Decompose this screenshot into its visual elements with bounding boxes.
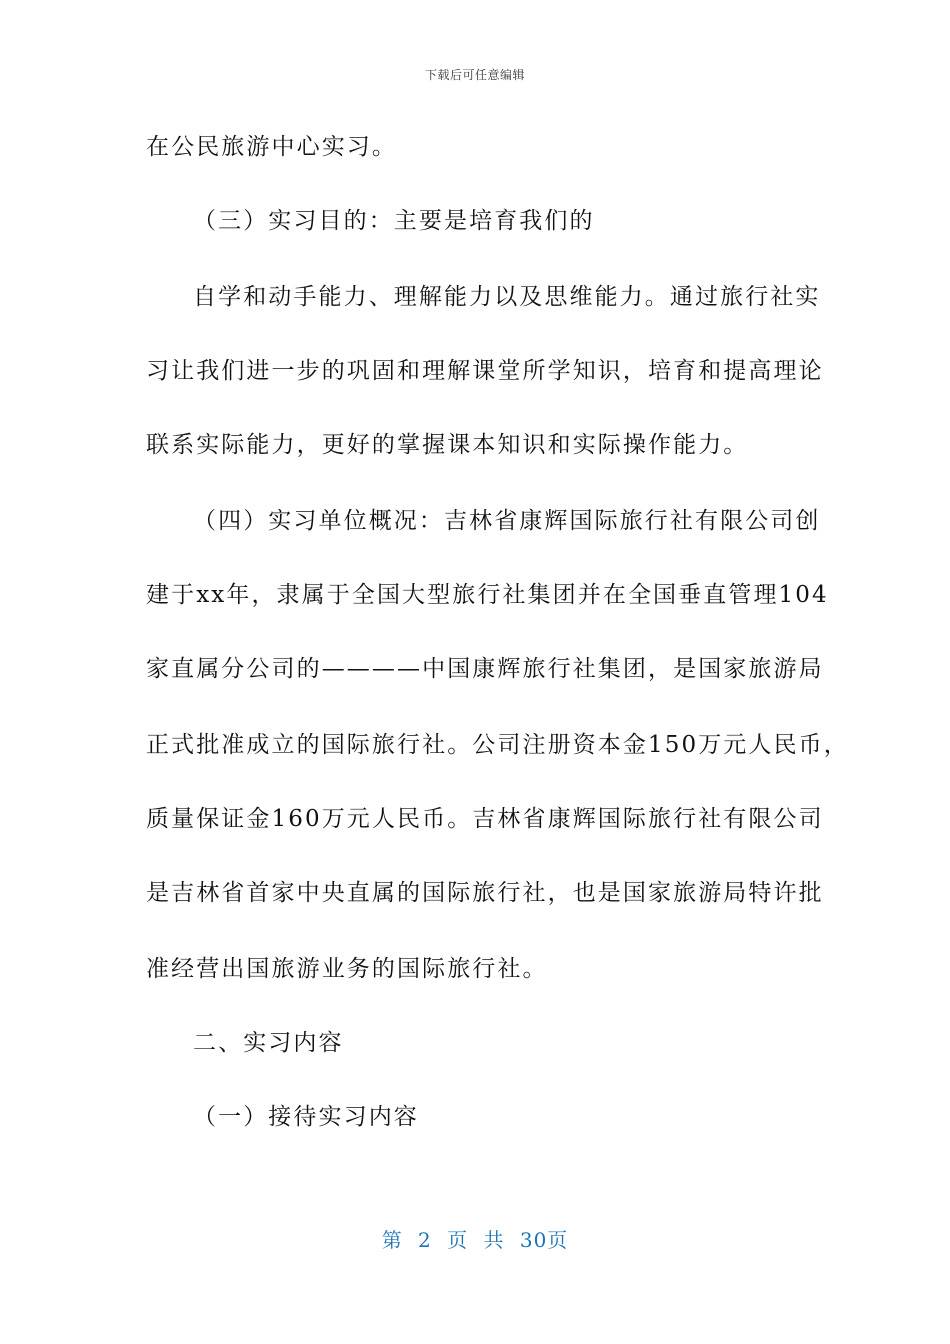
footer-current-page: 2	[418, 1228, 432, 1252]
paragraph-line: 是吉林省首家中央直属的国际旅行社，也是国家旅游局特许批	[146, 880, 824, 906]
footer-total-prefix: 共	[483, 1228, 505, 1252]
page-number-footer	[0, 1224, 950, 1253]
footer-total-pages: 30页	[519, 1228, 569, 1252]
paragraph-line: 建于xx年，隶属于全国大型旅行社集团并在全国垂直管理104	[146, 582, 829, 608]
paragraph-line: 正式批准成立的国际旅行社。公司注册资本金150万元人民币，	[146, 732, 849, 758]
paragraph-line: 家直属分公司的————中国康辉旅行社集团，是国家旅游局	[146, 656, 824, 682]
footer-page-unit: 页	[447, 1228, 469, 1252]
paragraph-line: 自学和动手能力、理解能力以及思维能力。通过旅行社实	[193, 284, 821, 310]
paragraph-line: 在公民旅游中心实习。	[146, 134, 397, 160]
paragraph-line: 质量保证金160万元人民币。吉林省康辉国际旅行社有限公司	[146, 806, 824, 832]
subsection-heading-reception: （一）接待实习内容	[193, 1104, 419, 1130]
paragraph-line: 习让我们进一步的巩固和理解课堂所学知识，培育和提高理论	[146, 358, 824, 384]
paragraph-line: 准经营出国旅游业务的国际旅行社。	[146, 956, 548, 982]
section-heading-content: 二、实习内容	[193, 1030, 344, 1056]
section-heading-company: （四）实习单位概况：吉林省康辉国际旅行社有限公司创	[193, 508, 821, 534]
page-header-note: 下载后可任意编辑	[424, 68, 525, 82]
paragraph-line: 联系实际能力，更好的掌握课本知识和实际操作能力。	[146, 432, 749, 458]
footer-prefix: 第	[381, 1228, 403, 1252]
section-heading-purpose: （三）实习目的：主要是培育我们的	[193, 208, 595, 234]
